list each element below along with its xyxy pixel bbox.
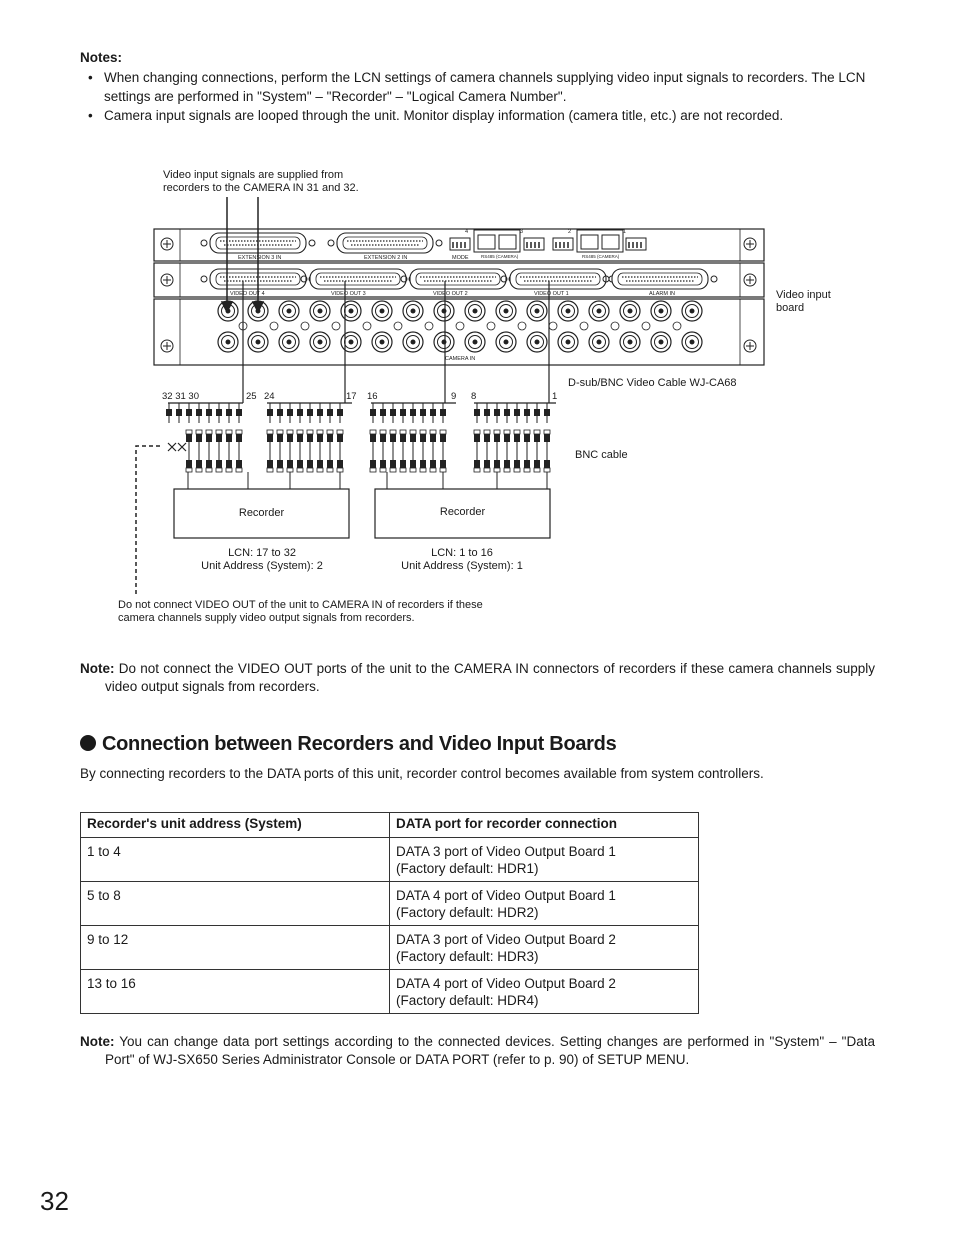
port-default: (Factory default: HDR1) — [396, 861, 539, 876]
board-label-line: Video input — [776, 289, 831, 301]
no-connect-icon — [168, 443, 186, 451]
mode-label: MODE — [452, 255, 469, 261]
recorder-left-lcn: LCN: 17 to 32 — [228, 547, 296, 559]
table-cell-port — [390, 970, 699, 1014]
note-connection — [80, 660, 875, 696]
section-intro: By connecting recorders to the DATA ports of this unit, recorder control becomes available from system controllers. — [80, 766, 764, 781]
unit-rear-panel — [154, 229, 764, 365]
recorder-left-address: Unit Address (System): 2 — [201, 560, 323, 572]
port-label: 3 — [520, 229, 524, 235]
table-cell-address: 1 to 4 — [81, 838, 390, 882]
table-row — [81, 838, 699, 882]
channel-number: 16 — [367, 391, 378, 402]
section-title — [80, 733, 616, 756]
video-out1-label: VIDEO OUT 1 — [534, 291, 569, 297]
alarm-in-label: ALARM IN — [649, 291, 675, 297]
port-label: 4 — [465, 229, 469, 235]
channel-number: 8 — [471, 391, 477, 402]
port-line: DATA 3 port of Video Output Board 1 — [396, 844, 616, 859]
table-row — [81, 882, 699, 926]
note-text: Do not connect the VIDEO OUT ports of the unit to the CAMERA IN connectors of recorders if these camera channels supply video output signals from recorders. — [105, 661, 875, 694]
top-callout-line: recorders to the CAMERA IN 31 and 32. — [163, 182, 359, 194]
cable-label: D-sub/BNC Video Cable WJ-CA68 — [568, 377, 737, 389]
rs485-label: RS485 (CAMERA) — [481, 254, 519, 259]
port-label: 2 — [568, 229, 572, 235]
recorder-cables — [188, 472, 547, 489]
notes-item-text: When changing connections, perform the LCN settings of camera channels supplying video input signals to recorders. The LCN settings are performed in "System" – "Recorder" – "Logical Camera Number". — [104, 70, 866, 104]
table-cell-port — [390, 882, 699, 926]
port-label: 1 — [623, 229, 627, 235]
note-label: Note: — [80, 661, 115, 676]
port-line: DATA 3 port of Video Output Board 2 — [396, 932, 616, 947]
table-row — [81, 970, 699, 1014]
recorder-right-lcn: LCN: 1 to 16 — [431, 547, 493, 559]
channel-number: 24 — [264, 391, 275, 402]
ext3-label: EXTENSION 3 IN — [238, 255, 282, 261]
dashed-warning-line — [136, 446, 160, 594]
recorder-right-address: Unit Address (System): 1 — [401, 560, 523, 572]
table-cell-port — [390, 838, 699, 882]
notes-heading: Notes: — [80, 50, 123, 65]
top-callout-line: Video input signals are supplied from — [163, 169, 344, 181]
port-default: (Factory default: HDR3) — [396, 949, 539, 964]
table-cell-address: 9 to 12 — [81, 926, 390, 970]
table-cell-address: 13 to 16 — [81, 970, 390, 1014]
video-out2-label: VIDEO OUT 2 — [433, 291, 468, 297]
video-out4-label: VIDEO OUT 4 — [230, 291, 265, 297]
bottom-callout-line: camera channels supply video output signals from recorders. — [118, 612, 415, 624]
rs485-label: RS485 (CAMERA) — [582, 254, 620, 259]
bullet-icon: • — [88, 70, 93, 85]
table-row — [81, 926, 699, 970]
plug-bundles — [166, 403, 550, 472]
channel-number: 25 — [246, 391, 257, 402]
board-label-line: board — [776, 302, 805, 314]
video-out3-label: VIDEO OUT 3 — [331, 291, 366, 297]
port-line: DATA 4 port of Video Output Board 1 — [396, 888, 616, 903]
board-label — [776, 289, 831, 315]
data-port-table — [80, 812, 699, 1014]
port-line: DATA 4 port of Video Output Board 2 — [396, 976, 616, 991]
note-text: You can change data port settings according to the connected devices. Setting changes are performed in "System" – "Data Port" of WJ-SX650 Series Administrator Console or DATA PORT (refer to p. 90) of SETUP MENU. — [105, 1034, 875, 1067]
camera-in-label: CAMERA IN — [445, 356, 476, 362]
recorder-right-title: Recorder — [439, 506, 486, 518]
note-data-port — [80, 1033, 875, 1069]
page-number: 32 — [40, 1186, 69, 1216]
table-header: DATA port for recorder connection — [390, 813, 699, 838]
recorder-left-info — [162, 547, 362, 573]
table-header: Recorder's unit address (System) — [81, 813, 390, 838]
bullet-disc-icon — [80, 735, 96, 751]
bottom-callout — [118, 599, 483, 625]
table-cell-port — [390, 926, 699, 970]
top-callout — [163, 169, 359, 195]
bottom-callout-line: Do not connect VIDEO OUT of the unit to CAMERA IN of recorders if these — [118, 599, 483, 611]
section-title-text: Connection between Recorders and Video Input Boards — [102, 733, 617, 755]
recorder-right-info — [362, 547, 562, 573]
channel-number: 9 — [451, 391, 457, 402]
note-label: Note: — [80, 1034, 115, 1049]
channel-number: 17 — [346, 391, 357, 402]
bullet-icon: • — [88, 108, 93, 123]
bnc-label: BNC cable — [575, 449, 628, 461]
table-header-row — [81, 813, 699, 838]
ext2-label: EXTENSION 2 IN — [364, 255, 408, 261]
port-default: (Factory default: HDR4) — [396, 993, 539, 1008]
recorder-left-title: Recorder — [238, 507, 285, 519]
table-cell-address: 5 to 8 — [81, 882, 390, 926]
port-default: (Factory default: HDR2) — [396, 905, 539, 920]
notes-item-text: Camera input signals are looped through the unit. Monitor display information (camera title, etc.) are not recorded. — [104, 108, 784, 123]
channel-number: 32 31 30 — [162, 391, 199, 402]
channel-number: 1 — [552, 391, 558, 402]
